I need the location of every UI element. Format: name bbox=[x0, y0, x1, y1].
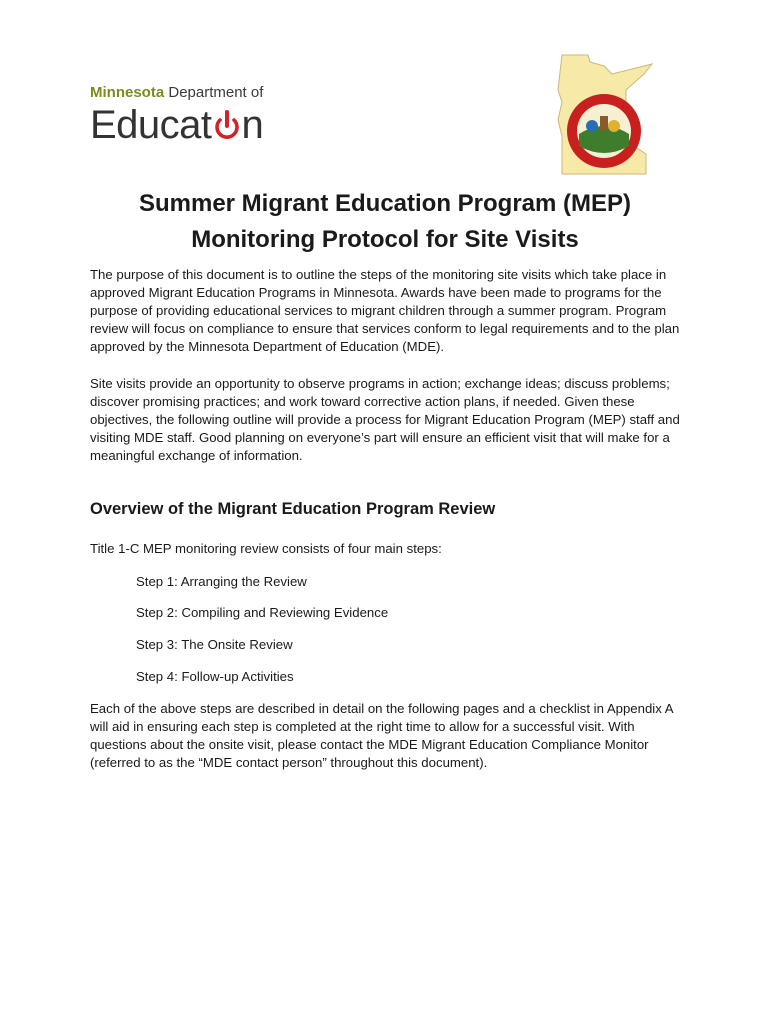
step-item: Step 3: The Onsite Review bbox=[136, 637, 293, 652]
title-line-1: Summer Migrant Education Program (MEP) bbox=[138, 190, 632, 217]
intro-paragraph-site-visits: Site visits provide an opportunity to observe programs in action; exchange ideas; discuss problems; discover promising practices; and work toward corrective action plans, if needed. Given these objectives, the following outline will provide a process for Migrant Education Program (MEP) staff and visiting MDE staff. Good planning on everyone’s part will ensure an efficient visit that will make for a meaningful exchange of information. bbox=[90, 376, 680, 463]
minnesota-map-seal-icon bbox=[548, 50, 660, 178]
logo-department-line bbox=[90, 84, 263, 101]
logo-state-name: Minnesota bbox=[90, 84, 165, 101]
overview-lead: Title 1-C MEP monitoring review consists of four main steps: bbox=[90, 541, 442, 556]
mde-logo bbox=[90, 84, 263, 148]
power-icon bbox=[213, 109, 241, 143]
overview-closing-paragraph: Each of the above steps are described in detail on the following pages and a checklist in Appendix A will aid in ensuring each step is completed at the right time to allow for a successful visit. With questions about the onsite visit, please contact the MDE Migrant Education Compliance Monitor (referred to as the “MDE contact person” throughout this document). bbox=[90, 701, 673, 770]
logo-department-of: Department of bbox=[164, 84, 264, 101]
overview-heading: Overview of the Migrant Education Program Review bbox=[90, 500, 496, 518]
document-title bbox=[0, 186, 770, 258]
title-line-2: Monitoring Protocol for Site Visits bbox=[191, 226, 579, 253]
logo-education-word bbox=[90, 103, 263, 148]
step-item: Step 1: Arranging the Review bbox=[136, 574, 307, 589]
logo-word-start: Educat bbox=[90, 103, 212, 147]
step-item: Step 2: Compiling and Reviewing Evidence bbox=[136, 605, 389, 620]
logo-word-end: n bbox=[241, 103, 264, 147]
step-item: Step 4: Follow-up Activities bbox=[136, 669, 294, 684]
intro-paragraph-purpose: The purpose of this document is to outline the steps of the monitoring site visits which take place in approved Migrant Education Programs in Minnesota. Awards have been made to programs for the purpose of providing educational services to migrant children through a summer program. Program review will focus on compliance to ensure that services conform to legal requirements and to the plan approved by the Minnesota Department of Education (MDE). bbox=[90, 267, 680, 354]
